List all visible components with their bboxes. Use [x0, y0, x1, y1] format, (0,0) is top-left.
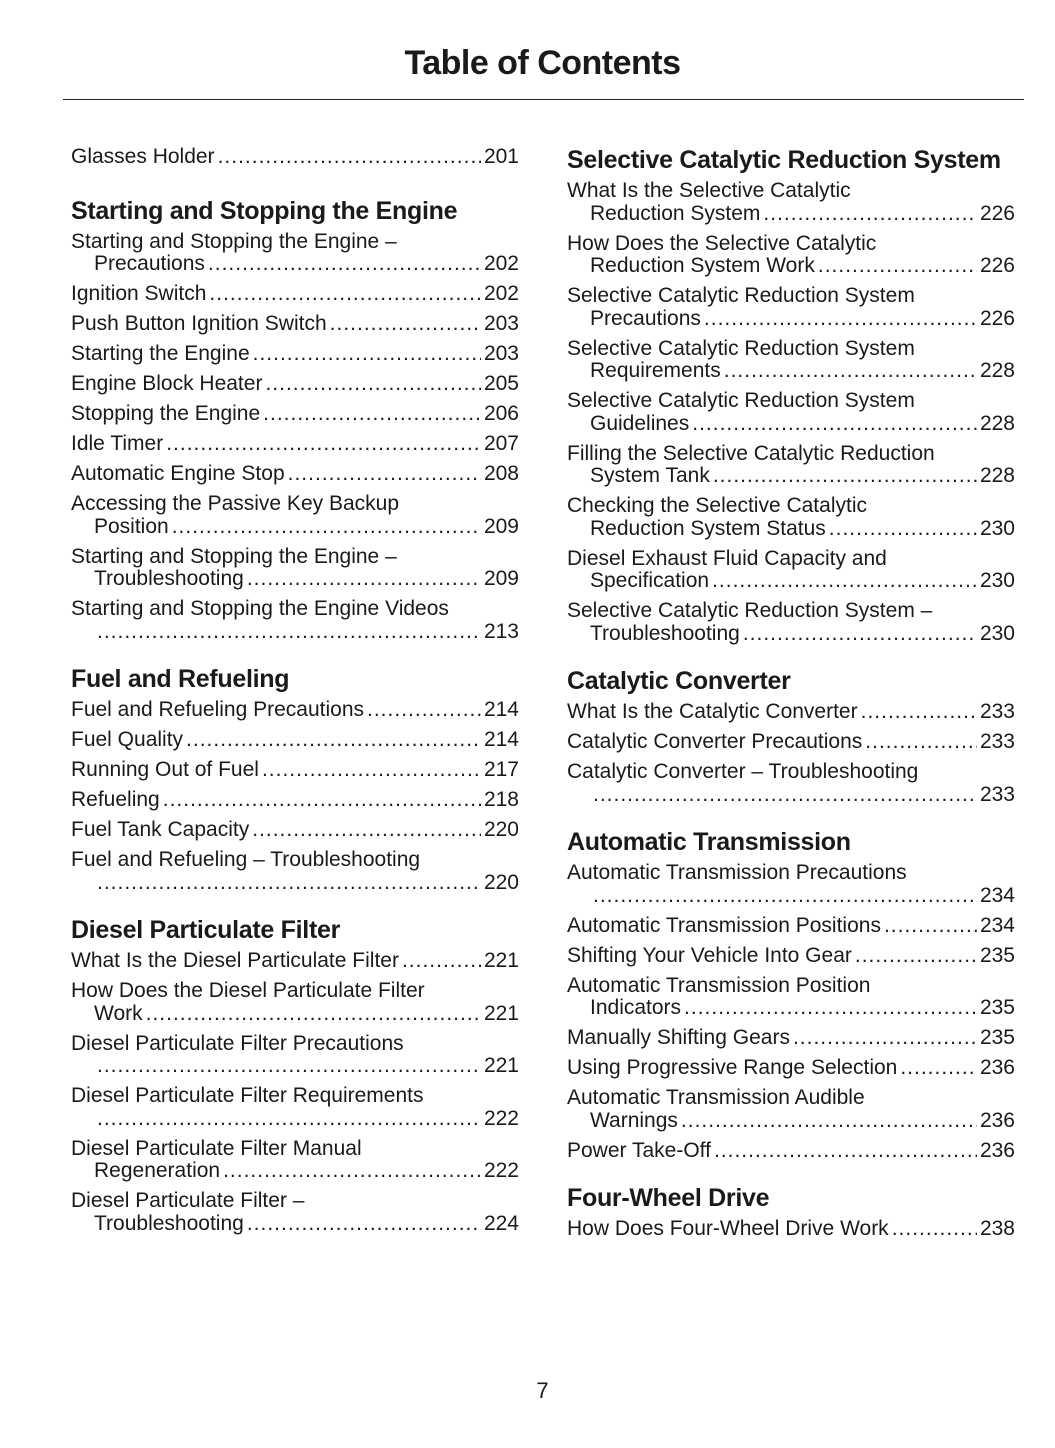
toc-entry[interactable]	[71, 819, 519, 842]
entry-title: Reduction System Status	[590, 516, 826, 540]
toc-entry[interactable]	[71, 433, 519, 456]
entry-page-number: 228	[979, 359, 1015, 382]
toc-right-column	[567, 146, 1015, 1263]
toc-entry[interactable]	[71, 759, 519, 782]
entry-page-number: 207	[483, 432, 519, 455]
entry-title: Fuel Tank Capacity	[71, 818, 250, 841]
toc-entry[interactable]	[567, 731, 1015, 754]
toc-entry[interactable]	[567, 1140, 1015, 1163]
toc-section-fuel-and-refueling	[71, 665, 519, 894]
entry-leader-line	[71, 516, 519, 539]
entry-leader-line	[567, 623, 1015, 646]
dot-leader	[97, 1108, 481, 1131]
entry-leader-line	[567, 570, 1015, 593]
entry-title: Automatic Transmission Positions	[567, 913, 881, 937]
entry-title: Engine Block Heater	[71, 372, 263, 395]
section-heading: Catalytic Converter	[567, 667, 791, 695]
toc-entry[interactable]	[71, 789, 519, 812]
entry-leader-line	[567, 945, 1015, 968]
entry-leader-line	[567, 997, 1015, 1020]
dot-leader	[763, 203, 977, 226]
entry-title-line: Diesel Particulate Filter –	[71, 1190, 305, 1212]
entry-page-number: 230	[979, 621, 1015, 645]
entry-page-number: 202	[483, 252, 519, 275]
dot-leader	[253, 343, 481, 366]
entry-leader-line	[71, 950, 519, 973]
entry-page-number: 222	[483, 1159, 519, 1182]
toc-entry[interactable]	[567, 285, 1015, 330]
entry-title-line: Checking the Selective Catalytic	[567, 495, 867, 517]
entry-leader-line	[567, 203, 1015, 226]
toc-entry[interactable]	[567, 701, 1015, 724]
entry-leader-line	[71, 729, 519, 752]
toc-section	[71, 146, 519, 169]
entry-title: Precautions	[94, 252, 205, 275]
entry-title: Reduction System	[590, 201, 761, 225]
entry-title: Refueling	[71, 788, 160, 811]
entry-title: Stopping the Engine	[71, 402, 261, 425]
entry-leader-line	[71, 403, 519, 426]
entry-title: How Does Four-Wheel Drive Work	[567, 1217, 889, 1240]
entry-title: Running Out of Fuel	[71, 758, 259, 781]
toc-entry[interactable]	[567, 1057, 1015, 1080]
entry-page-number: 209	[483, 567, 519, 590]
entry-title: Indicators	[590, 996, 682, 1019]
toc-entry[interactable]	[71, 849, 519, 894]
entry-title: Reduction System Work	[590, 254, 815, 277]
toc-entry[interactable]	[567, 495, 1015, 540]
entry-page-number: 230	[979, 516, 1015, 540]
section-heading: Fuel and Refueling	[71, 665, 290, 693]
toc-entry[interactable]	[71, 699, 519, 722]
entry-page-number: 203	[483, 312, 519, 335]
entry-page-number: 222	[483, 1106, 519, 1130]
section-heading: Diesel Particulate Filter	[71, 916, 341, 944]
entry-title: Precautions	[590, 306, 701, 330]
entry-page-number: 205	[483, 372, 519, 395]
page-title: Table of Contents	[404, 44, 681, 82]
toc-entry[interactable]	[567, 338, 1015, 383]
entry-page-number: 209	[483, 514, 519, 538]
dot-leader	[900, 1057, 977, 1080]
toc-section-catalytic-converter	[567, 667, 1015, 806]
section-heading: Starting and Stopping the Engine	[71, 196, 458, 225]
entry-leader-line	[567, 915, 1015, 938]
entry-leader-line	[567, 413, 1015, 436]
entry-title: Troubleshooting	[590, 621, 740, 645]
entry-title-line: Selective Catalytic Reduction System	[567, 337, 915, 360]
toc-entry[interactable]	[71, 729, 519, 752]
dot-leader	[713, 465, 977, 488]
section-heading: Selective Catalytic Reduction System	[567, 146, 1001, 174]
toc-section-four-wheel-drive	[567, 1184, 1015, 1241]
entry-leader-line	[71, 283, 519, 306]
entry-leader-line	[567, 1110, 1015, 1133]
entry-leader-line	[567, 360, 1015, 383]
entry-page-number: 233	[979, 700, 1015, 723]
entry-page-number: 238	[979, 1217, 1015, 1240]
dot-leader	[97, 1055, 481, 1078]
toc-entry[interactable]	[71, 403, 519, 426]
entry-page-number: 226	[979, 201, 1015, 225]
entry-page-number: 235	[979, 996, 1015, 1019]
section-heading: Automatic Transmission	[567, 828, 851, 856]
entry-title-line: Filling the Selective Catalytic Reduction	[567, 442, 935, 465]
entry-title-line: Diesel Particulate Filter Precautions	[71, 1032, 404, 1055]
toc-entry[interactable]	[71, 1085, 519, 1130]
dot-leader	[247, 1213, 481, 1236]
entry-page-number: 234	[979, 883, 1015, 907]
dot-leader	[262, 759, 481, 782]
entry-leader-line	[567, 308, 1015, 331]
toc-entry[interactable]	[567, 1027, 1015, 1050]
dot-leader	[818, 255, 977, 278]
entry-leader-line	[71, 433, 519, 456]
entry-page-number: 224	[483, 1211, 519, 1235]
entry-leader-line	[71, 568, 519, 591]
entry-title: Using Progressive Range Selection	[567, 1056, 898, 1079]
entry-leader-line	[567, 731, 1015, 754]
entry-page-number: 236	[979, 1056, 1015, 1079]
entry-page-number: 208	[483, 462, 519, 485]
dot-leader	[172, 516, 481, 539]
dot-leader	[884, 915, 977, 938]
toc-entry[interactable]	[71, 146, 519, 169]
entry-title-line: Selective Catalytic Reduction System –	[567, 600, 933, 622]
entry-leader-line	[567, 1027, 1015, 1050]
entry-page-number: 221	[483, 1054, 519, 1077]
entry-leader-line	[71, 1213, 519, 1236]
toc-entry[interactable]	[71, 1033, 519, 1078]
entry-leader-line	[567, 1218, 1015, 1241]
entry-leader-line	[71, 1160, 519, 1183]
entry-title: Regeneration	[94, 1159, 221, 1182]
entry-leader-line	[567, 784, 1015, 807]
entry-title: Power Take-Off	[567, 1138, 711, 1162]
dot-leader	[367, 699, 481, 722]
entry-title: Position	[94, 514, 169, 538]
dot-leader	[593, 885, 977, 908]
dot-leader	[892, 1218, 977, 1241]
entry-title: Guidelines	[590, 411, 690, 435]
toc-section-diesel-particulate-filter	[71, 916, 519, 1235]
entry-page-number: 203	[483, 342, 519, 365]
title-divider	[63, 99, 1024, 100]
dot-leader	[724, 360, 977, 383]
toc-entry[interactable]	[567, 233, 1015, 278]
entry-title: Manually Shifting Gears	[567, 1026, 790, 1049]
entry-page-number: 206	[483, 402, 519, 425]
entry-title: Push Button Ignition Switch	[71, 312, 327, 335]
dot-leader	[714, 1140, 977, 1163]
dot-leader	[330, 313, 481, 336]
entry-title-line: Fuel and Refueling – Troubleshooting	[71, 849, 421, 871]
entry-title-line: Catalytic Converter – Troubleshooting	[567, 761, 919, 783]
toc-section-selective-catalytic-reduction-system	[567, 146, 1015, 645]
toc-entry[interactable]	[567, 915, 1015, 938]
toc-entry[interactable]	[567, 180, 1015, 225]
dot-leader	[593, 784, 977, 807]
dot-leader	[865, 731, 977, 754]
entry-title-line: Diesel Particulate Filter Manual	[71, 1137, 362, 1160]
section-heading: Four-Wheel Drive	[567, 1184, 770, 1212]
toc-section-starting-and-stopping-the-engine	[71, 197, 519, 644]
dot-leader	[97, 621, 481, 644]
entry-page-number: 214	[483, 728, 519, 751]
entry-title: Glasses Holder	[71, 145, 215, 168]
toc-entry[interactable]	[71, 493, 519, 538]
entry-page-number: 230	[979, 569, 1015, 592]
toc-entry[interactable]	[567, 862, 1015, 907]
dot-leader	[252, 819, 481, 842]
dot-leader	[146, 1003, 481, 1026]
dot-leader	[209, 283, 481, 306]
toc-entry[interactable]	[567, 1218, 1015, 1241]
dot-leader	[208, 253, 481, 276]
entry-title: Idle Timer	[71, 432, 164, 455]
dot-leader	[247, 568, 481, 591]
toc-entry[interactable]	[71, 343, 519, 366]
entry-leader-line	[71, 759, 519, 782]
entry-title-line: Diesel Exhaust Fluid Capacity and	[567, 547, 887, 570]
entry-title: Troubleshooting	[94, 567, 244, 590]
toc-entry[interactable]	[71, 980, 519, 1025]
entry-title-line: Diesel Particulate Filter Requirements	[71, 1085, 424, 1107]
entry-page-number: 221	[483, 1001, 519, 1025]
entry-leader-line	[71, 872, 519, 895]
entry-leader-line	[567, 1140, 1015, 1163]
toc-entry[interactable]	[567, 945, 1015, 968]
page-number: 7	[536, 1378, 549, 1403]
entry-title: Fuel Quality	[71, 728, 184, 751]
entry-leader-line	[71, 146, 519, 169]
entry-title: Fuel and Refueling Precautions	[71, 698, 365, 721]
entry-title: Work	[94, 1001, 143, 1025]
entry-page-number: 202	[483, 282, 519, 305]
toc-entry[interactable]	[567, 548, 1015, 593]
entry-title: Automatic Engine Stop	[71, 462, 285, 485]
toc-entry[interactable]	[71, 373, 519, 396]
dot-leader	[288, 463, 481, 486]
entry-title: Requirements	[590, 359, 721, 382]
entry-title: Ignition Switch	[71, 282, 207, 305]
toc-entry[interactable]	[567, 761, 1015, 806]
entry-leader-line	[71, 1055, 519, 1078]
toc-entry[interactable]	[567, 1087, 1015, 1132]
dot-leader	[712, 570, 977, 593]
toc-section-automatic-transmission	[567, 828, 1015, 1162]
toc-entry[interactable]	[567, 443, 1015, 488]
entry-title-line: Selective Catalytic Reduction System	[567, 285, 915, 307]
entry-title-line: Automatic Transmission Precautions	[567, 862, 907, 884]
entry-page-number: 234	[979, 913, 1015, 937]
entry-title-line: How Does the Selective Catalytic	[567, 232, 877, 255]
dot-leader	[186, 729, 481, 752]
dot-leader	[704, 308, 977, 331]
toc-entry[interactable]	[567, 975, 1015, 1020]
entry-title-line: Accessing the Passive Key Backup	[71, 493, 400, 515]
entry-page-number: 236	[979, 1108, 1015, 1132]
dot-leader	[793, 1027, 977, 1050]
dot-leader	[223, 1160, 481, 1183]
entry-page-number: 235	[979, 1026, 1015, 1049]
entry-title-line: Selective Catalytic Reduction System	[567, 390, 915, 412]
entry-page-number: 213	[483, 619, 519, 643]
toc-entry[interactable]	[567, 600, 1015, 645]
entry-leader-line	[71, 789, 519, 812]
toc-entry[interactable]	[71, 283, 519, 306]
toc-entry[interactable]	[71, 1138, 519, 1183]
entry-page-number: 228	[979, 464, 1015, 487]
dot-leader	[97, 872, 481, 895]
entry-page-number: 235	[979, 943, 1015, 967]
toc-entry[interactable]	[567, 390, 1015, 435]
dot-leader	[743, 623, 977, 646]
entry-title-line: What Is the Selective Catalytic	[567, 180, 851, 202]
toc-entry[interactable]	[71, 463, 519, 486]
entry-page-number: 220	[483, 818, 519, 841]
entry-leader-line	[71, 463, 519, 486]
dot-leader	[861, 701, 977, 724]
entry-leader-line	[567, 885, 1015, 908]
entry-leader-line	[567, 1057, 1015, 1080]
entry-page-number: 220	[483, 870, 519, 894]
entry-page-number: 217	[483, 758, 519, 781]
dot-leader	[402, 950, 481, 973]
toc-entry[interactable]	[71, 313, 519, 336]
dot-leader	[265, 373, 481, 396]
entry-leader-line	[71, 699, 519, 722]
entry-title: Troubleshooting	[94, 1211, 244, 1235]
entry-page-number: 236	[979, 1138, 1015, 1162]
entry-leader-line	[71, 1003, 519, 1026]
toc-entry[interactable]	[71, 950, 519, 973]
dot-leader	[829, 518, 977, 541]
entry-title-line: Starting and Stopping the Engine –	[71, 545, 397, 568]
entry-page-number: 233	[979, 730, 1015, 753]
entry-page-number: 226	[979, 306, 1015, 330]
entry-title: Shifting Your Vehicle Into Gear	[567, 943, 852, 967]
dot-leader	[166, 433, 481, 456]
dot-leader	[218, 146, 481, 169]
entry-title-line: How Does the Diesel Particulate Filter	[71, 980, 425, 1002]
entry-page-number: 201	[483, 145, 519, 168]
entry-page-number: 221	[483, 949, 519, 972]
entry-title-line: Automatic Transmission Position	[567, 974, 871, 997]
entry-page-number: 228	[979, 411, 1015, 435]
entry-title: Warnings	[590, 1108, 678, 1132]
entry-title: System Tank	[590, 464, 710, 487]
dot-leader	[692, 413, 977, 436]
toc-entry[interactable]	[71, 231, 519, 276]
dot-leader	[163, 789, 481, 812]
entry-leader-line	[567, 518, 1015, 541]
entry-title: What Is the Diesel Particulate Filter	[71, 949, 399, 972]
entry-leader-line	[71, 253, 519, 276]
entry-leader-line	[71, 343, 519, 366]
entry-leader-line	[71, 313, 519, 336]
entry-title: Catalytic Converter Precautions	[567, 730, 863, 753]
entry-title-line: Starting and Stopping the Engine –	[71, 230, 397, 253]
entry-leader-line	[567, 465, 1015, 488]
dot-leader	[855, 945, 977, 968]
entry-title: What Is the Catalytic Converter	[567, 700, 858, 723]
toc-entry[interactable]	[71, 598, 519, 643]
entry-page-number: 218	[483, 788, 519, 811]
dot-leader	[263, 403, 481, 426]
entry-page-number: 226	[979, 254, 1015, 277]
dot-leader	[684, 997, 977, 1020]
toc-entry[interactable]	[71, 1190, 519, 1235]
entry-title: Starting the Engine	[71, 342, 250, 365]
entry-page-number: 233	[979, 782, 1015, 806]
entry-leader-line	[71, 373, 519, 396]
entry-title-line: Starting and Stopping the Engine Videos	[71, 598, 449, 620]
entry-title-line: Automatic Transmission Audible	[567, 1087, 865, 1109]
entry-page-number: 214	[483, 698, 519, 721]
entry-leader-line	[71, 621, 519, 644]
entry-leader-line	[567, 255, 1015, 278]
entry-leader-line	[567, 701, 1015, 724]
entry-leader-line	[71, 1108, 519, 1131]
entry-title: Specification	[590, 569, 710, 592]
toc-left-column	[71, 146, 519, 1257]
dot-leader	[681, 1110, 977, 1133]
toc-entry[interactable]	[71, 546, 519, 591]
entry-leader-line	[71, 819, 519, 842]
